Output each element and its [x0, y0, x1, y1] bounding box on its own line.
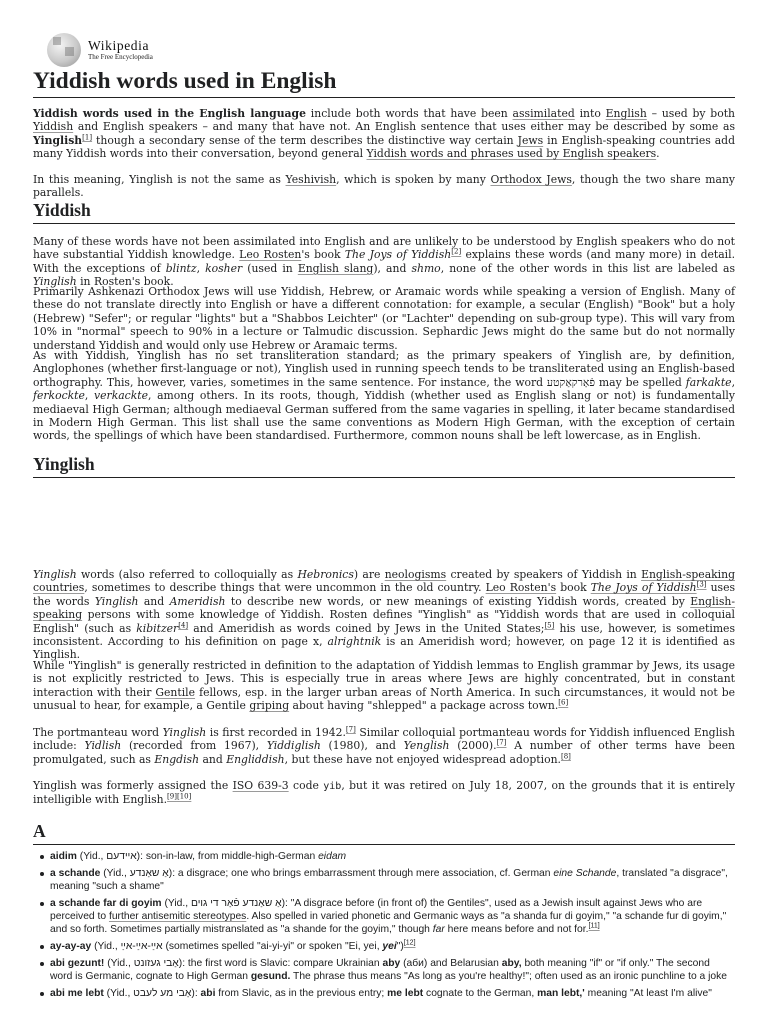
link-joys-of-yiddish[interactable]: The Joys of Yiddish: [590, 581, 697, 595]
yinglish-paragraph-2: While "Yinglish" is generally restricted in definition to the adaptation of Yiddish lemmas to English grammar by Jews, its usage is not explicitly restricted to Jews. This is especially true in areas where Jews are highly concentrated, but in constant interaction with their Gentile fellows, esp. in the larger urban areas of North America. In such circumstances, it would not be unusual to hear, for example, a Gentile griping about having "shlepped" a package across town.[6]: [33, 659, 735, 713]
ref-7[interactable]: [7]: [345, 725, 356, 734]
globe-icon: [47, 33, 81, 67]
intro-paragraph-1: Yiddish words used in the English language include both words that have been assimilated into English – used by both Yiddish and English speakers – and many that have not. An English sentence that uses either may be described by some as Yinglish[1] though a secondary sense of the term describes the distinctive way certain Jews in English-speaking countries add many Yiddish words into their conversation, beyond general Yiddish words and phrases used by English speakers.: [33, 107, 736, 161]
list-item: ay-ay-ay (Yid., אײַ-אײַ-אײַ (sometimes spelled "ai-yi-yi" or spoken "Ei, yei, yei")[12]: [50, 940, 735, 953]
yiddish-paragraph-3: As with Yiddish, Yinglish has no set transliteration standard; as the primary speakers of Yinglish are, by definition, Anglophones (whether first-language or not), Yinglish used in running speech tends to be transliterated using an English-based orthography. This, however, varies, sometimes in the same sentence. For instance, the word פֿאַרקאַקטע may be spelled farkakte, ferkockte, verkackte, among others. In its roots, though, Yiddish (whether used as English slang or not) is fundamentally mediaeval High German; although mediaeval German suffered from the same vagaries in spelling, it later became standardised in Modern High German. This list shall use the same conventions as Modern High German, with the exception of certain words, the spellings of which have been standardised. Furthermore, common nouns shall be left lowercase, as in English.: [33, 349, 736, 443]
section-heading-a: A: [33, 820, 735, 845]
ref-12[interactable]: [12]: [403, 939, 416, 947]
wikipedia-logo[interactable]: [47, 32, 153, 68]
link-english-slang[interactable]: English slang: [297, 261, 374, 275]
yiddish-paragraph-2: Primarily Ashkenazi Orthodox Jews will use Yiddish, Hebrew, or Aramaic words while speaking a version of English. Many of these do not translate directly into English or have a different connotation: for example, a secular (English) "Book" but a holy (Hebrew) "Sefer"; or regular "lights" but a "Shabbos Leichter" (or "Lachter" depending on sub-group type). This will vary from 10% in "normal" speech to 90% in a lecture or Talmudic discussion. Sephardic Jews might do the same but do not normally understand Yiddish and would only use Hebrew or Aramaic terms.: [33, 285, 735, 352]
link-yiddish-phrases[interactable]: Yiddish words and phrases used by English speakers: [366, 147, 657, 161]
ref-10[interactable]: [10]: [176, 792, 192, 801]
ref-2[interactable]: [2]: [451, 247, 462, 256]
link-english-speaking-countries[interactable]: English-speaking countries: [33, 568, 735, 595]
link-iso-639-3[interactable]: ISO 639-3: [232, 779, 289, 792]
link-griping[interactable]: griping: [249, 699, 290, 713]
ref-9[interactable]: [9]: [167, 792, 177, 801]
glossary-list: [33, 850, 735, 1004]
ref-11[interactable]: [11]: [588, 922, 600, 930]
link-yiddish[interactable]: Yiddish: [33, 120, 74, 134]
list-item: a schande (Yid., אַ שאַנדע): a disgrace; one who brings embarrassment through mere association, cf. German eine Schande, translated "a disgrace", meaning "such a shame": [50, 867, 735, 893]
link-gentile[interactable]: Gentile: [155, 685, 196, 699]
ref-1[interactable]: [1]: [82, 133, 93, 142]
link-leo-rosten[interactable]: Leo Rosten: [239, 248, 302, 262]
link-english[interactable]: English: [605, 107, 647, 120]
link-leo-rostens[interactable]: Leo Rosten's: [485, 581, 557, 595]
link-english-speaking[interactable]: English-speaking: [33, 594, 736, 622]
page-title: Yiddish words used in English: [33, 66, 735, 98]
link-yeshivish[interactable]: Yeshivish: [285, 173, 337, 186]
logo-subtitle: The Free Encyclopedia: [88, 53, 153, 61]
list-item: abi me lebt (Yid., אַבי מע לעבט): abi from Slavic, as in the previous entry; me lebt cognate to the German, man lebt,' meaning "At least I'm alive": [50, 987, 735, 1000]
link-jews[interactable]: Jews: [517, 133, 544, 147]
link-neologisms[interactable]: neologisms: [384, 568, 447, 581]
logo-title: Wikipedia: [88, 38, 150, 53]
yinglish-paragraph-4: Yinglish was formerly assigned the ISO 639-3 code yib, but it was retired on July 18, 2007, on the grounds that it is entirely intelligible with English.[9][10]: [33, 779, 736, 807]
ref-6[interactable]: [6]: [558, 698, 569, 707]
list-item: aidim (Yid., אײדעם): son-in-law, from middle-high-German eidam: [50, 850, 735, 863]
intro-paragraph-2: In this meaning, Yinglish is not the same as Yeshivish, which is spoken by many Orthodox Jews, though the two share many parallels.: [33, 173, 736, 200]
ref-5[interactable]: [5]: [544, 621, 555, 630]
yinglish-paragraph-3: The portmanteau word Yinglish is first recorded in 1942.[7] Similar colloquial portmanteau words for Yiddish influenced English include: Yidlish (recorded from 1967), Yiddiglish (1980), and Yenglish (2000).[7] A number of other terms have been promulgated, such as Engdish and Engliddish, but these have not enjoyed widespread adoption.[8]: [33, 725, 735, 766]
yiddish-paragraph-1: Many of these words have not been assimilated into English and are unlikely to be understood by English speakers who do not have substantial Yiddish knowledge. Leo Rosten's book The Joys of Yiddish[2] explains these words (and many more) in detail. With the exceptions of blintz, kosher (used in English slang), and shmo, none of the other words in this list are labeled as Yinglish in Rosten's book.: [33, 235, 736, 289]
link-assimilated[interactable]: assimilated: [512, 107, 575, 120]
section-heading-yiddish: Yiddish: [33, 199, 735, 224]
list-item: abi gezunt! (Yid., אַבי געזונט): the first word is Slavic: compare Ukrainian aby (аби) and Belarusian aby, both meaning "if" or "if only." The second word is Germanic, cognate to High German gesund. The phrase thus means "As long as you're healthy!"; often used as an ironic punchline to a joke: [50, 957, 735, 983]
section-heading-yinglish: Yinglish: [33, 453, 735, 478]
ref-7b[interactable]: [7]: [496, 738, 507, 747]
link-antisemitic-stereotypes[interactable]: further antisemitic stereotypes: [108, 911, 247, 922]
link-orthodox-jews[interactable]: Orthodox Jews: [490, 173, 572, 186]
intro: [33, 107, 735, 161]
ref-3[interactable]: [3]: [696, 580, 707, 589]
ref-8[interactable]: [8]: [560, 752, 571, 761]
ref-4[interactable]: [4]: [178, 621, 189, 630]
yinglish-paragraph-1: Yinglish words (also referred to colloquially as Hebronics) are neologisms created by speakers of Yiddish in English-speaking countries, sometimes to describe things that were uncommon in the old country. Leo Rosten's book The Joys of Yiddish[3] uses the words Yinglish and Ameridish to describe new words, or new meanings of existing Yiddish words, created by English-speaking persons with some knowledge of Yiddish. Rosten defines "Yinglish" as "Yiddish words that are used in colloquial English" (such as kibitzer[4] and Ameridish as words coined by Jews in the United States;[5] his use, however, is sometimes inconsistent. According to his definition on page x, alrightnik is an Ameridish word; however, on page 12 it is identified as Yinglish.: [33, 568, 736, 662]
list-item: a schande far di goyim (Yid., אַ שאַנדע פֿאַר די גױם): "A disgrace before (in front of) the Gentiles", used as a Jewish insult against Jews who are perceived to further antisemitic stereotypes. Also spelled in varied phonetic and Germanic ways as "a shanda fur di goyim," "a schande fur di goyim," and so forth. Sometimes partially mistranslated as "a shande for the goyim," though far here means before and not for.[11]: [50, 897, 735, 936]
